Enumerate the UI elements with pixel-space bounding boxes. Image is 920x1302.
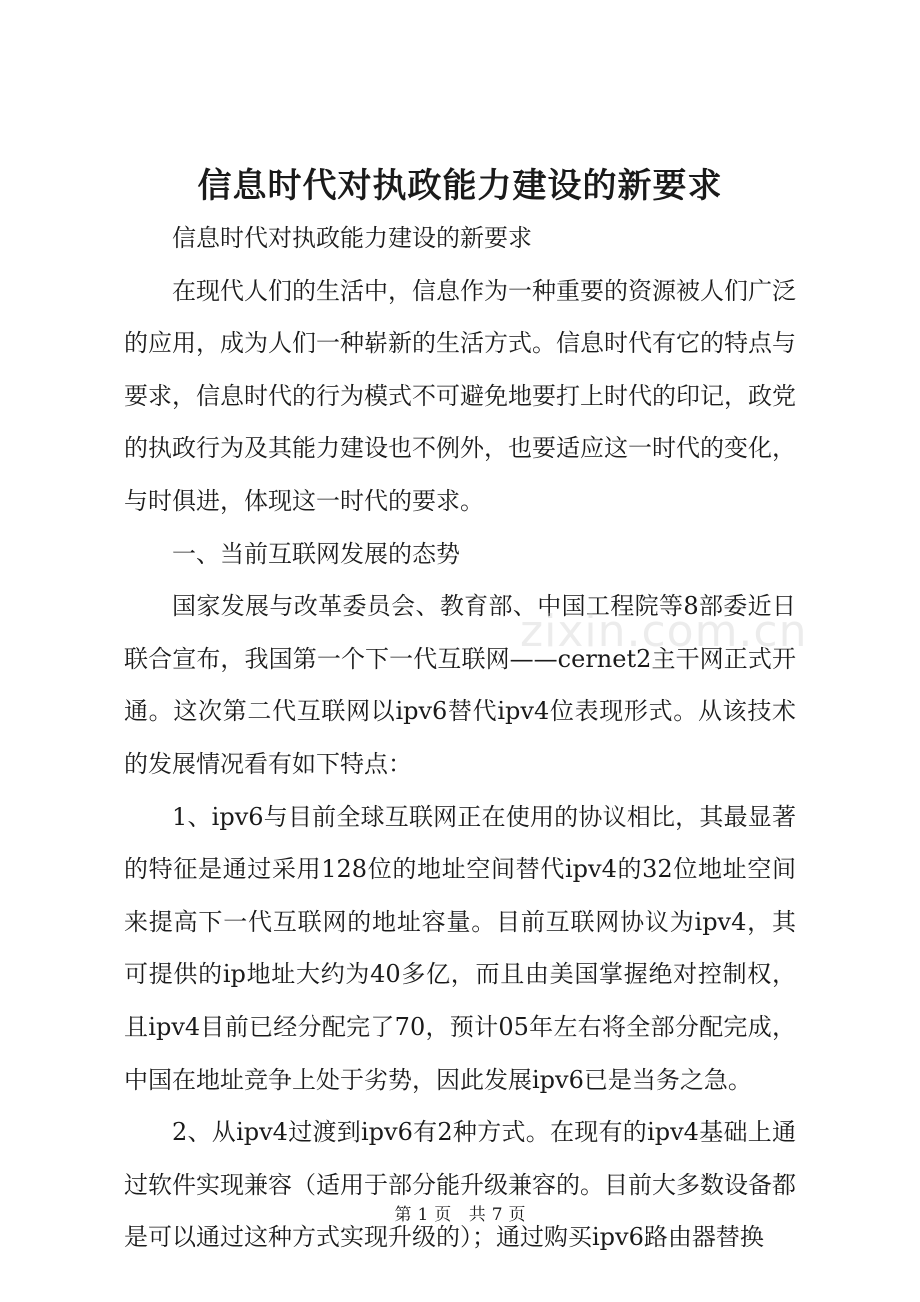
total-pages: 7 <box>491 1205 503 1225</box>
page-number <box>391 1205 454 1225</box>
page-total <box>466 1205 529 1225</box>
document-title: 信息时代对执政能力建设的新要求 <box>197 166 723 206</box>
page-current: 1 <box>417 1205 429 1225</box>
page-suffix: 页 <box>434 1205 452 1225</box>
paragraph-section-heading: 一、当前互联网发展的态势 <box>172 539 460 568</box>
paragraph-announcement: 国家发展与改革委员会、教育部、中国工程院等8部委近日联合宣布，我国第一个下一代互联网——cernet2主干网正式开通。这次第二代互联网以ipv6替代ipv4位表现形式。从该技术的发展情况看有如下特点： <box>124 592 796 778</box>
page-prefix: 第 <box>394 1205 412 1225</box>
paragraph-point-2: 2、从ipv4过渡到ipv6有2种方式。在现有的ipv4基础上通过软件实现兼容（适用于部分能升级兼容的。目前大多数设备都是可以通过这种方式实现升级的）；通过购买ipv6路由器替换 <box>124 1118 796 1252</box>
total-prefix: 共 <box>468 1205 486 1225</box>
paragraph-point-1: 1、ipv6与目前全球互联网正在使用的协议相比，其最显著的特征是通过采用128位的地址空间替代ipv4的32位地址空间来提高下一代互联网的地址容量。目前互联网协议为ipv4，其可提供的ip地址大约为40多亿，而且由美国掌握绝对控制权，且ipv4目前已经分配完了70，预计05年左右将全部分配完成，中国在地址竞争上处于劣势，因此发展ipv6已是当务之急。 <box>124 802 796 1094</box>
total-suffix: 页 <box>508 1205 526 1225</box>
page-footer <box>0 1200 920 1225</box>
paragraph-subtitle: 信息时代对执政能力建设的新要求 <box>172 224 532 252</box>
document-body <box>124 212 796 1264</box>
watermark-text: zixin.com.cn <box>520 606 808 657</box>
paragraph-intro: 在现代人们的生活中，信息作为一种重要的资源被人们广泛的应用，成为人们一种崭新的生活方式。信息时代有它的特点与要求，信息时代的行为模式不可避免地要打上时代的印记，政党的执政行为及其能力建设也不例外，也要适应这一时代的变化，与时俱进，体现这一时代的要求。 <box>124 276 796 515</box>
